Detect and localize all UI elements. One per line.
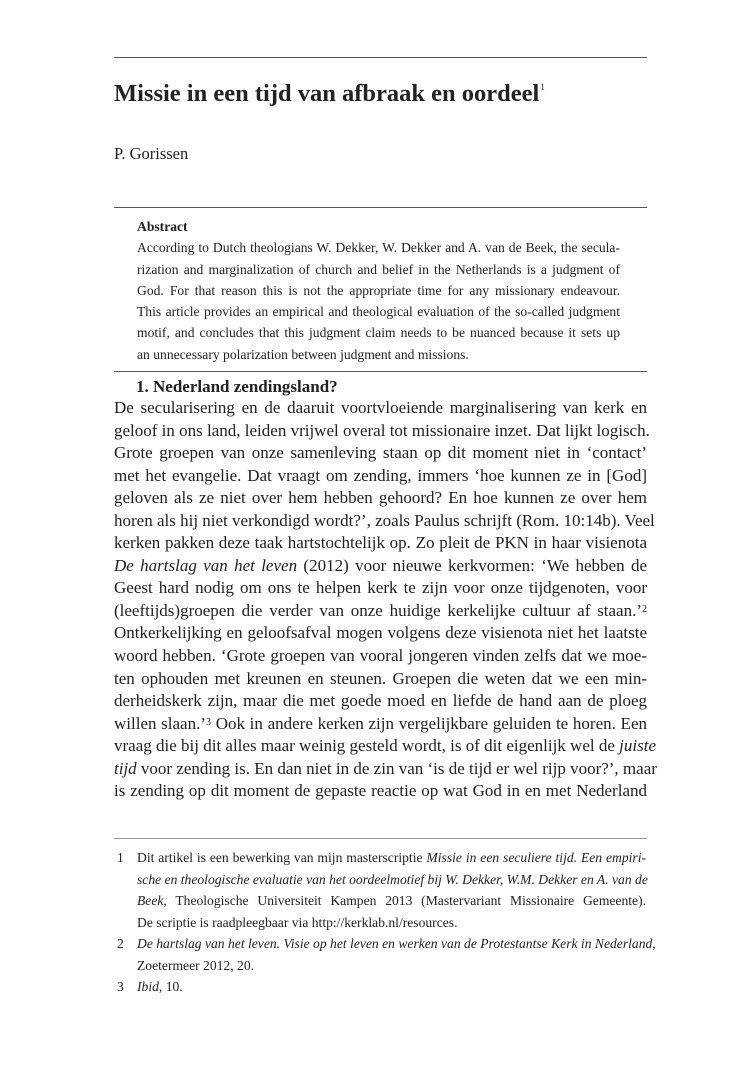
text-segment: Grote groepen van onze samenleving staan op dit moment niet in ‘contact’ xyxy=(114,443,647,463)
abstract-top-rule xyxy=(114,207,647,208)
body-line xyxy=(114,487,647,510)
text-segment: Ook in andere kerken zijn vergelijkbare geluiden te horen. Een xyxy=(211,713,647,733)
body-line xyxy=(114,780,647,803)
text-segment: Ibid xyxy=(137,979,159,994)
body-line xyxy=(114,397,647,420)
body-line xyxy=(114,758,657,781)
text-segment: De hartslag van het leven. Visie op het leven en werken van de Protestantse Kerk in Nederland xyxy=(137,936,653,951)
footnote-number: 3 xyxy=(117,979,124,994)
body-line xyxy=(114,420,650,443)
body-line xyxy=(114,442,647,465)
abstract-line: According to Dutch theologians W. Dekker, W. Dekker and A. van de Beek, the secula- xyxy=(137,240,620,256)
text-segment: De hartslag van het leven xyxy=(114,555,298,575)
top-rule xyxy=(114,57,647,58)
footnote xyxy=(114,976,646,998)
footnote-line xyxy=(137,847,646,869)
body-line xyxy=(114,600,647,623)
footnote xyxy=(114,847,646,933)
footnote-line xyxy=(137,890,646,912)
body-line xyxy=(114,668,647,691)
abstract-line: This article provides an empirical and theological evaluation of the so-called judgment xyxy=(137,304,620,320)
text-segment: derheidskerk zijn, maar die met goede moed en liefde de hand aan de ploeg xyxy=(114,691,647,711)
footnote-line xyxy=(137,955,646,977)
footnote-number: 1 xyxy=(117,850,124,865)
article-title xyxy=(114,80,545,108)
text-segment: tijd xyxy=(114,758,137,778)
title-text: Missie in een tijd van afbraak en oordeel xyxy=(114,80,540,107)
abstract-line: rization and marginalization of church and belief in the Netherlands is a judgment of xyxy=(137,261,620,277)
text-segment: vraag die bij dit alles maar weinig gesteld wordt, is of dit eigenlijk wel de xyxy=(114,736,620,756)
footnote-ref[interactable]: 3 xyxy=(206,716,212,728)
abstract-line: God. For that reason this is not the appropriate time for any missionary endeavour. xyxy=(137,282,620,298)
text-segment: (2012) voor nieuwe kerkvormen: ‘We hebben de xyxy=(297,555,647,575)
text-segment: Ontkerkelijking en geloofsafval mogen volgens deze visienota niet het laatste xyxy=(114,623,647,643)
body-line xyxy=(114,577,647,600)
footnote xyxy=(114,933,656,976)
title-footnote-ref[interactable]: 1 xyxy=(540,82,545,92)
text-segment: kerken pakken deze taak hartstochtelijk op. Zo pleit de PKN in haar visienota xyxy=(114,533,647,553)
body-line xyxy=(114,645,647,668)
abstract-line: an unnecessary polarization between judgment and missions. xyxy=(137,346,469,362)
text-segment: , 10. xyxy=(158,979,183,994)
text-segment: is zending op dit moment de gepaste reactie op wat God in en met Nederland xyxy=(114,781,647,801)
body-line xyxy=(114,465,647,488)
author: P. Gorissen xyxy=(114,144,189,163)
body-line xyxy=(114,690,647,713)
text-segment: geloof in ons land, leiden vrijwel overal tot missionaire inzet. Dat lijkt logisch. xyxy=(114,420,650,440)
body-line xyxy=(114,555,647,578)
abstract-bottom-rule xyxy=(114,371,647,372)
text-segment: Geest hard nodig om ons te helpen kerk te zijn voor onze tijdgenoten, voor xyxy=(114,578,647,598)
footnotes xyxy=(114,847,656,998)
body-line xyxy=(114,622,647,645)
footnote-ref[interactable]: 2 xyxy=(642,603,647,615)
footnote-rule xyxy=(114,838,647,839)
body-line xyxy=(114,735,656,758)
text-segment: De scriptie is raadpleegbaar via http://kerklab.nl/resources. xyxy=(137,914,458,930)
text-segment: Beek xyxy=(137,893,164,908)
section-heading: 1. Nederland zendingsland? xyxy=(136,377,338,396)
text-segment: sche en theologische evaluatie van het oordeelmotief bij W. Dekker, W.M. Dekker en A. van de xyxy=(137,871,648,887)
text-segment: Zoetermeer 2012, 20. xyxy=(137,957,255,973)
text-segment: ten ophouden met kreunen en steunen. Groepen die weten dat we een min- xyxy=(114,668,647,688)
footnote-line xyxy=(137,976,646,998)
text-segment: woord hebben. ‘Grote groepen van vooral jongeren vinden zelfs dat we moe- xyxy=(114,646,647,666)
body-line xyxy=(114,532,647,555)
text-segment: willen slaan.’ xyxy=(114,713,207,733)
footnote-number: 2 xyxy=(117,936,124,951)
abstract-heading: Abstract xyxy=(137,219,188,234)
text-segment: De secularisering en de daaruit voortvloeiende marginalisering van kerk en xyxy=(114,398,647,417)
footnote-line xyxy=(137,869,646,891)
text-segment: , Theologische Universiteit Kampen 2013 (Mastervariant Missionaire Gemeente). xyxy=(163,893,646,908)
abstract-line: motif, and concludes that this judgment claim needs to be nuanced because it sets up xyxy=(137,325,620,341)
text-segment: (leeftijds)groepen die verder van onze huidige kerkelijke cultuur af staan.’ xyxy=(114,600,642,620)
text-segment: Missie in een seculiere tijd. Een empiri- xyxy=(426,850,646,865)
text-segment: juiste xyxy=(619,736,656,756)
text-segment: voor zending is. En dan niet in de zin van ‘is de tijd er wel rijp voor?’, maar xyxy=(136,758,657,778)
text-segment: , xyxy=(652,936,656,951)
body-line xyxy=(114,510,655,533)
text-segment: met het evangelie. Dat vraagt om zending, immers ‘hoe kunnen ze in [God] xyxy=(114,465,647,485)
text-segment: Dit artikel is een bewerking van mijn masterscriptie xyxy=(137,850,427,865)
footnote-line xyxy=(137,912,646,934)
text-segment: geloven als ze niet over hem hebben gehoord? En hoe kunnen ze over hem xyxy=(114,488,647,508)
footnote-line xyxy=(137,933,656,955)
text-segment: horen als hij niet verkondigd wordt?’, zoals Paulus schrijft (Rom. 10:14b). Veel xyxy=(114,510,655,530)
body-line xyxy=(114,713,647,736)
body-text xyxy=(114,397,657,803)
abstract xyxy=(137,216,620,365)
